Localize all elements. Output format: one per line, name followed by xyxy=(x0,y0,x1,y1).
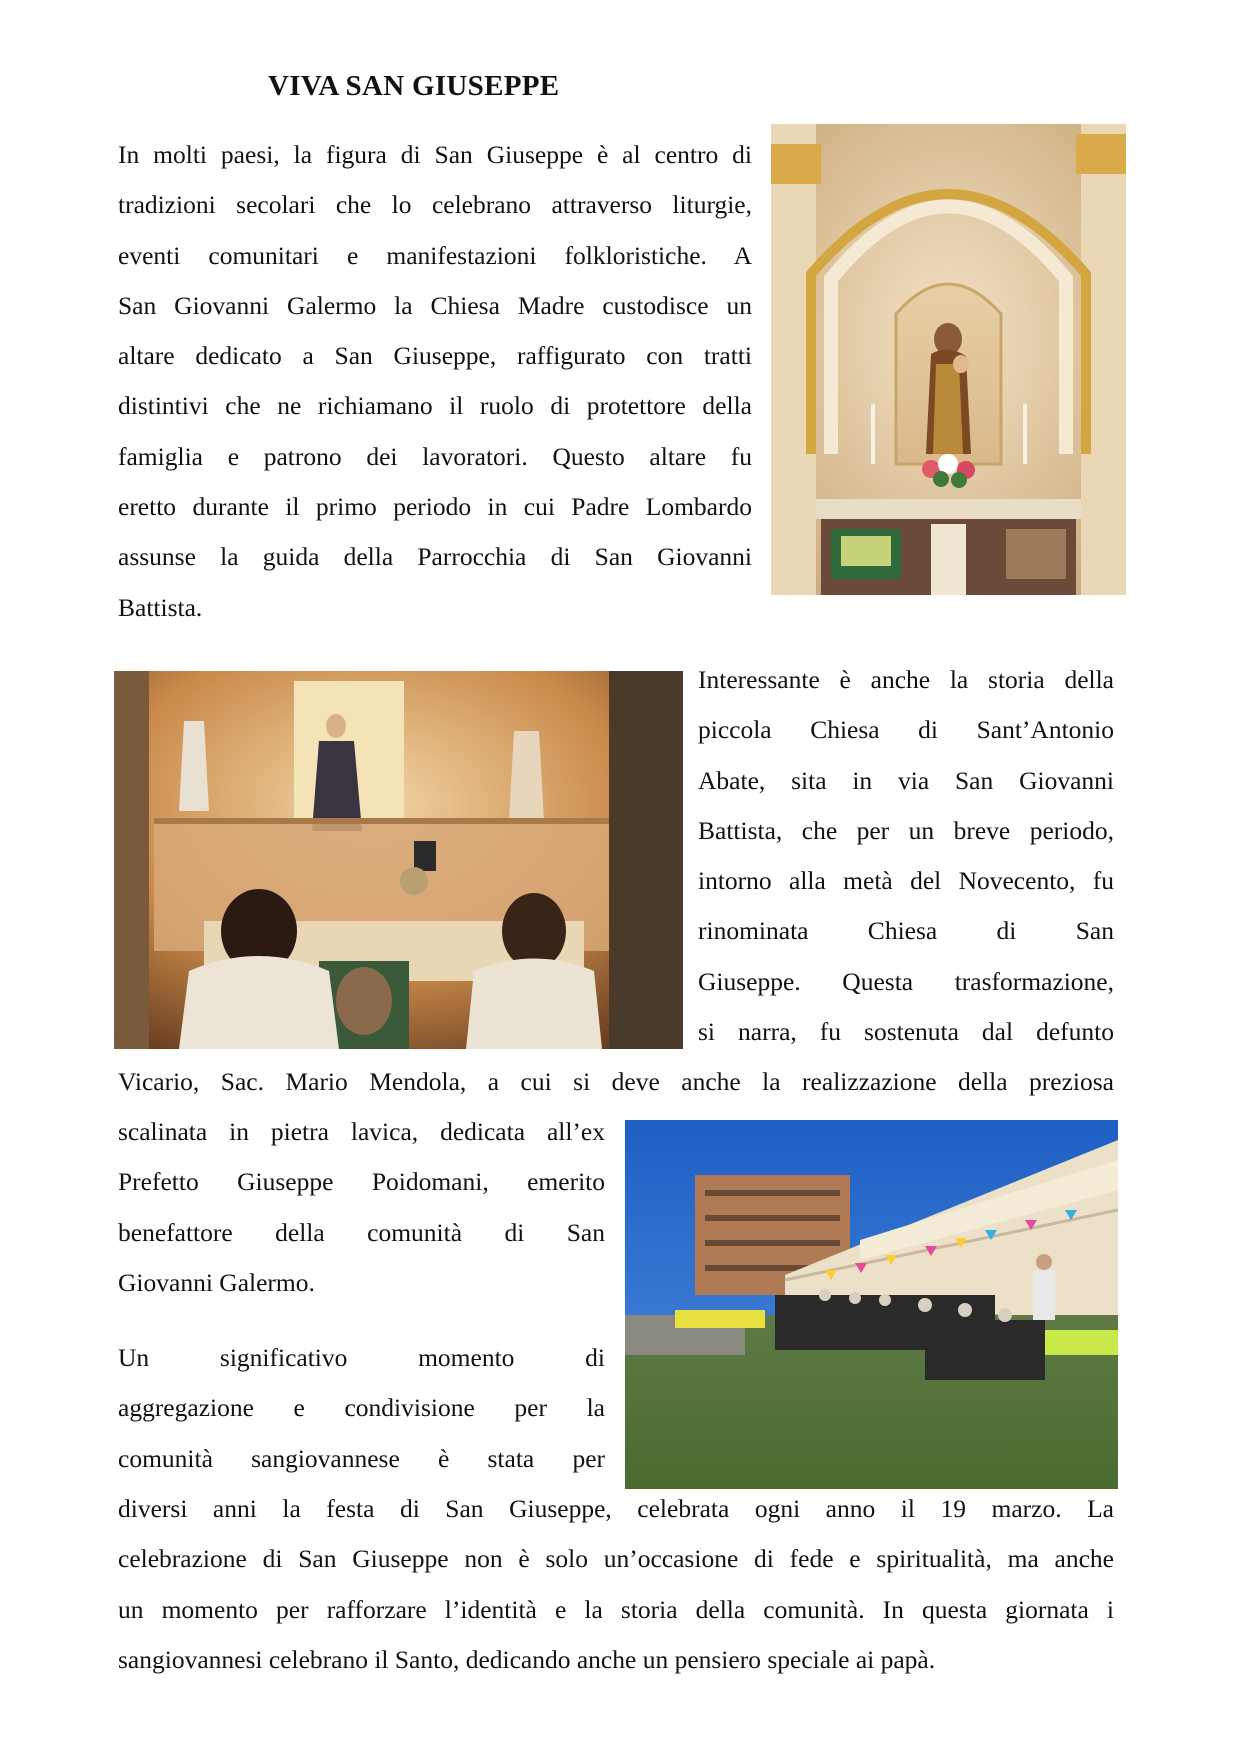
text-line: Battista. xyxy=(118,592,203,622)
text-line: Giuseppe. Questa trasformazione, xyxy=(698,966,1114,996)
paragraph-festa-continued xyxy=(118,1484,1114,1685)
text-line: distintivi che ne richiamano il ruolo di protettore della xyxy=(118,391,752,421)
chiesa-santantonio-abate-photo xyxy=(114,671,683,1049)
text-line: rinominata Chiesa di San xyxy=(698,916,1114,946)
text-line: San Giovanni Galermo la Chiesa Madre custodisce un xyxy=(118,290,752,320)
text-line: Abate, sita in via San Giovanni xyxy=(698,765,1114,795)
text-line: Prefetto Giuseppe Poidomani, emerito xyxy=(118,1167,605,1197)
paragraph-santantonio-end xyxy=(118,1107,605,1308)
text-line: scalinata in pietra lavica, dedicata all’ex xyxy=(118,1117,605,1146)
text-line: comunità sangiovannese è stata per xyxy=(118,1443,605,1473)
paragraph-intro xyxy=(118,130,752,633)
text-line: eventi comunitari e manifestazioni folkloristiche. A xyxy=(118,240,752,270)
text-line: altare dedicato a San Giuseppe, raffigurato con tratti xyxy=(118,341,752,371)
text-line: Un significativo momento di xyxy=(118,1343,605,1372)
text-line: famiglia e patrono dei lavoratori. Questo altare fu xyxy=(118,441,752,471)
text-line: celebrazione di San Giuseppe non è solo un’occasione di fede e spiritualità, ma anche xyxy=(118,1544,1114,1574)
text-line: piccola Chiesa di Sant’Antonio xyxy=(698,715,1114,745)
text-line: assunse la guida della Parrocchia di San Giovanni xyxy=(118,542,752,572)
text-line: In molti paesi, la figura di San Giuseppe è al centro di xyxy=(118,140,752,169)
paragraph-festa xyxy=(118,1333,605,1484)
text-line: benefattore della comunità di San xyxy=(118,1217,605,1247)
text-line: aggregazione e condivisione per la xyxy=(118,1393,605,1423)
text-line: Interessante è anche la storia della xyxy=(698,665,1114,694)
paragraph-santantonio-continued xyxy=(118,1057,1114,1107)
text-line: un momento per rafforzare l’identità e la storia della comunità. In questa giornata i xyxy=(118,1594,1114,1624)
altar-san-giuseppe-photo xyxy=(771,124,1126,595)
paragraph-santantonio xyxy=(698,655,1114,1057)
text-line: tradizioni secolari che lo celebrano attraverso liturgie, xyxy=(118,190,752,220)
text-line: Vicario, Sac. Mario Mendola, a cui si deve anche la realizzazione della preziosa xyxy=(118,1067,1114,1096)
text-line: si narra, fu sostenuta dal defunto xyxy=(698,1017,1114,1047)
text-line: Giovanni Galermo. xyxy=(118,1267,315,1297)
festa-san-giuseppe-photo xyxy=(625,1120,1118,1489)
text-line: diversi anni la festa di San Giuseppe, celebrata ogni anno il 19 marzo. La xyxy=(118,1494,1114,1523)
text-line: intorno alla metà del Novecento, fu xyxy=(698,866,1114,896)
text-line: eretto durante il primo periodo in cui Padre Lombardo xyxy=(118,492,752,522)
text-line: sangiovannesi celebrano il Santo, dedicando anche un pensiero speciale ai papà. xyxy=(118,1644,936,1674)
text-line: Battista, che per un breve periodo, xyxy=(698,815,1114,845)
page-title: VIVA SAN GIUSEPPE xyxy=(268,70,560,102)
